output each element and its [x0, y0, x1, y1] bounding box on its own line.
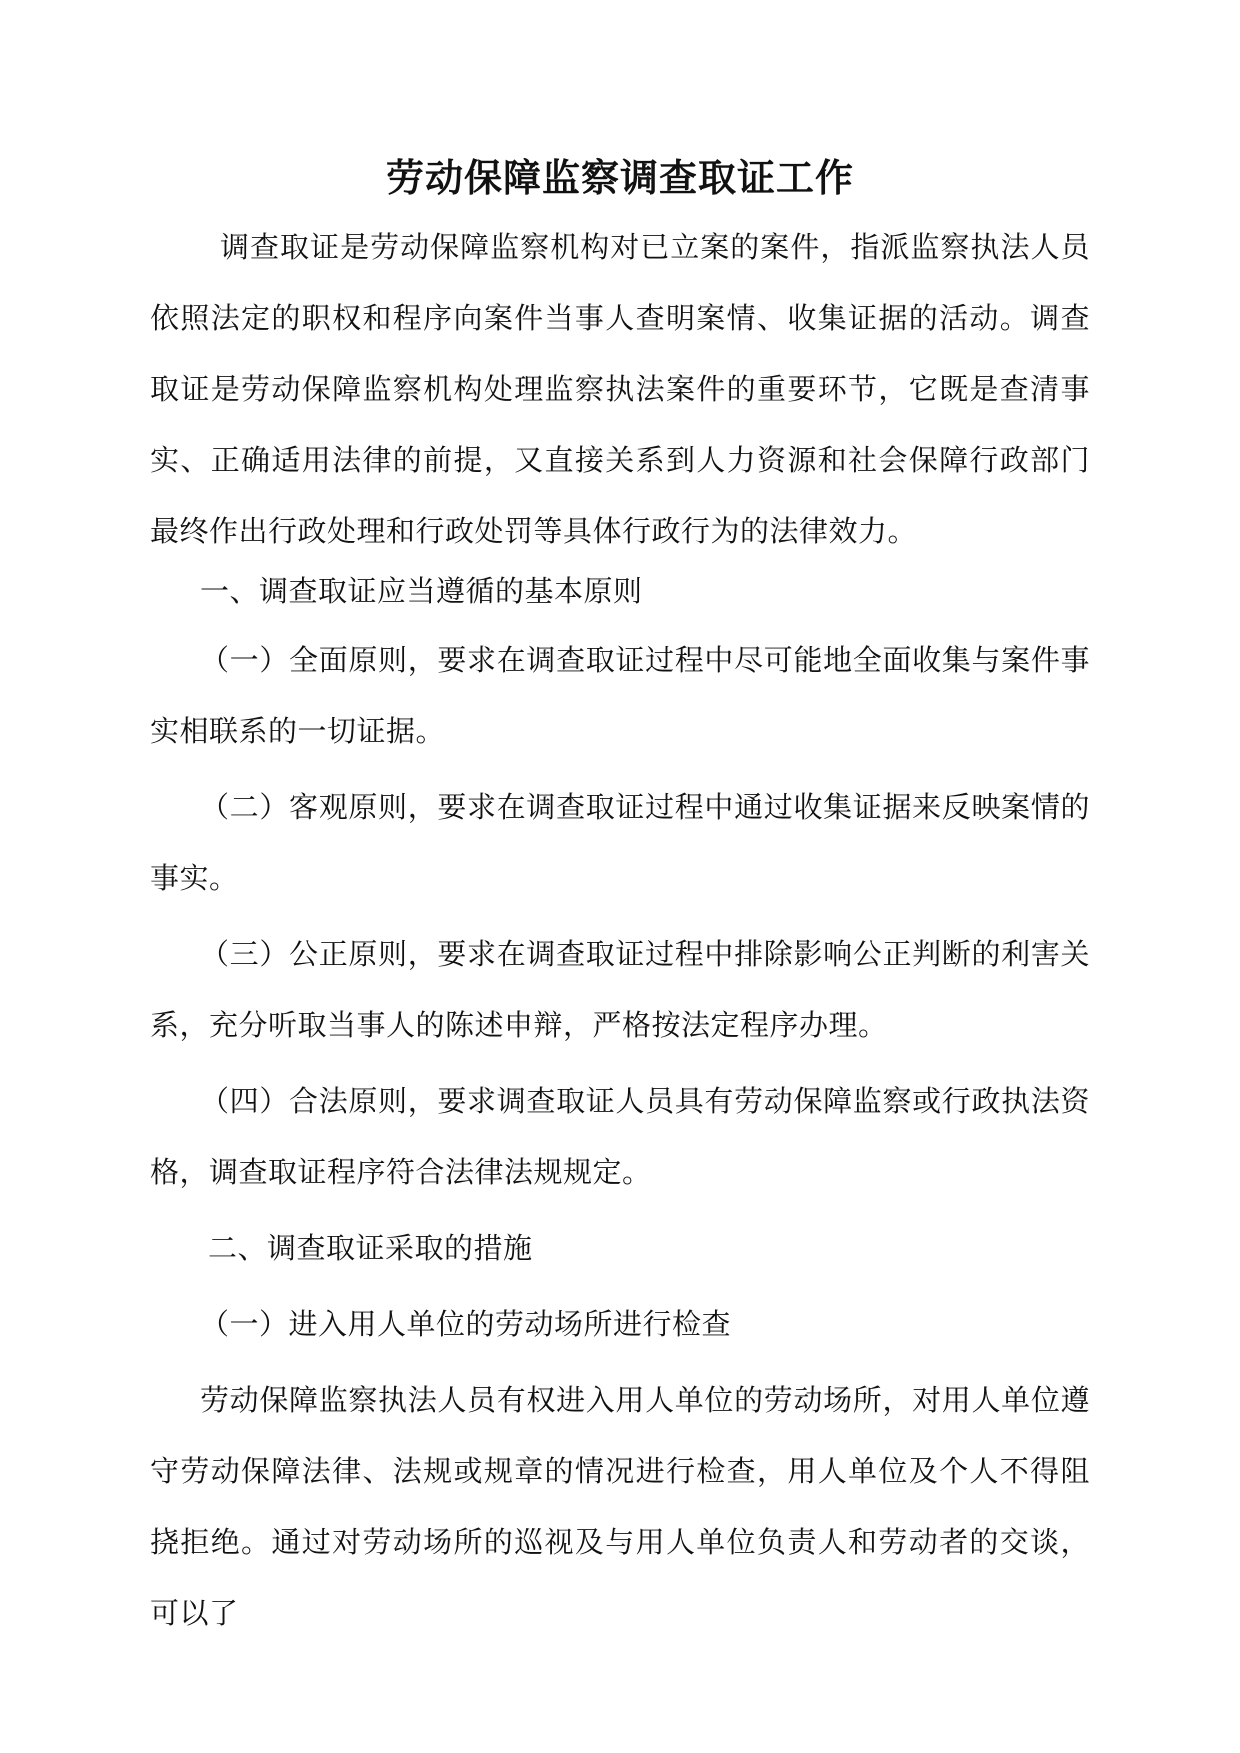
principle-lawful: （四）合法原则，要求调查取证人员具有劳动保障监察或行政执法资格，调查取证程序符合法律法规规定。: [150, 1084, 1090, 1189]
principle-comprehensive: （一）全面原则，要求在调查取证过程中尽可能地全面收集与案件事实相联系的一切证据。: [150, 643, 1090, 748]
principle-fair: （三）公正原则，要求在调查取证过程中排除影响公正判断的利害关系，充分听取当事人的陈述申辩，严格按法定程序办理。: [150, 937, 1090, 1042]
section-heading-principles: 一、调查取证应当遵循的基本原则: [200, 574, 643, 608]
intro-paragraph: 调查取证是劳动保障监察机构对已立案的案件，指派监察执法人员依照法定的职权和程序向案件当事人查明案情、收集证据的活动。调查取证是劳动保障监察机构处理监察执法案件的重要环节，它既是查清事实、正确适用法律的前提，又直接关系到人力资源和社会保障行政部门最终作出行政处理和行政处罚等具体行政行为的法律效力。: [150, 230, 1090, 548]
measure-heading-inspection: （一）进入用人单位的劳动场所进行检查: [200, 1307, 732, 1341]
measure-paragraph-inspection: 劳动保障监察执法人员有权进入用人单位的劳动场所，对用人单位遵守劳动保障法律、法规或规章的情况进行检查，用人单位及个人不得阻挠拒绝。通过对劳动场所的巡视及与用人单位负责人和劳动者的交谈，可以了: [150, 1383, 1090, 1630]
section-heading-measures: 二、调查取证采取的措施: [208, 1231, 533, 1265]
principle-objective: （二）客观原则，要求在调查取证过程中通过收集证据来反映案情的事实。: [150, 790, 1090, 895]
document-title: 劳动保障监察调查取证工作: [385, 155, 854, 200]
